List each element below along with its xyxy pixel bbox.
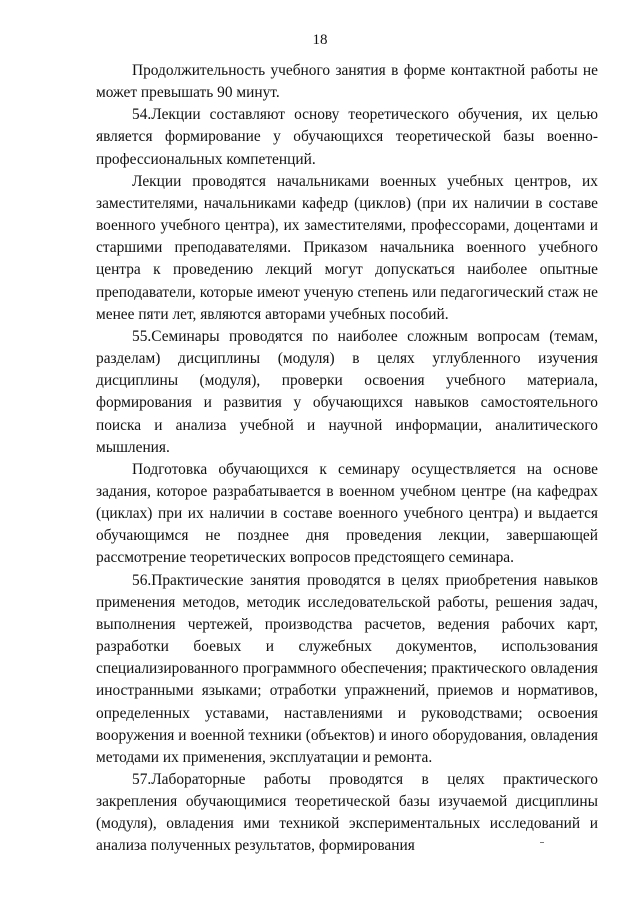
paragraph-56-practical-classes: 56.Практические занятия проводятся в целях приобретения навыков применения методов, методик исследовательской работы, решения задач, выполнения чертежей, производства расчетов, ведения рабочих карт, разработки боевых и служебных документов, использования специализированного программного обеспечения; практического овладения иностранными языками; отработки упражнений, приемов и нормативов, определенных уставами, наставлениями и руководствами; освоения вооружения и военной техники (объектов) и иного оборудования, овладения методами их применения, эксплуатации и ремонта.: [96, 571, 598, 766]
paragraph-contact-work-duration: Продолжительность учебного занятия в форме контактной работы не может превышать 90 минут.: [96, 62, 598, 102]
paragraph-55-seminars: 55.Семинары проводятся по наиболее сложным вопросам (темам, разделам) дисциплины (модуля) в целях углубленного изучения дисциплины (модуля), проверки освоения учебного материала, формирования и развития у обучающихся навыков самостоятельного поиска и анализа учебной и научной информации, аналитического мышления.: [96, 327, 598, 456]
page-number: 18: [312, 32, 328, 48]
paragraph-57-laboratory-works: 57.Лабораторные работы проводятся в целях практического закрепления обучающимися теоретической базы изучаемой дисциплины (модуля), овладения ими техникой экспериментальных исследований и анализа полученных результатов, формирования: [96, 771, 598, 855]
paragraph-lecturers: Лекции проводятся начальниками военных учебных центров, их заместителями, начальниками кафедр (циклов) (при их наличии в составе военного учебного центра), их заместителями, профессорами, доцентами и старшими преподавателями. Приказом начальника военного учебного центра к проведению лекций могут допускаться наиболее опытные преподаватели, которые имеют ученую степень или педагогический стаж не менее пяти лет, являются авторами учебных пособий.: [96, 172, 598, 323]
paragraph-54-lectures: 54.Лекции составляют основу теоретического обучения, их целью является формирование у обучающихся теоретической базы военно-профессиональных компетенций.: [96, 106, 598, 168]
scan-speck: [540, 842, 544, 843]
paragraph-seminar-preparation: Подготовка обучающихся к семинару осуществляется на основе задания, которое разрабатывается в военном учебном центре (на кафедрах (циклах) при их наличии в составе военного учебного центра) и выдается обучающимся не позднее дня проведения лекции, завершающей рассмотрение теоретических вопросов предстоящего семинара.: [96, 460, 598, 567]
body-text: [96, 60, 598, 858]
